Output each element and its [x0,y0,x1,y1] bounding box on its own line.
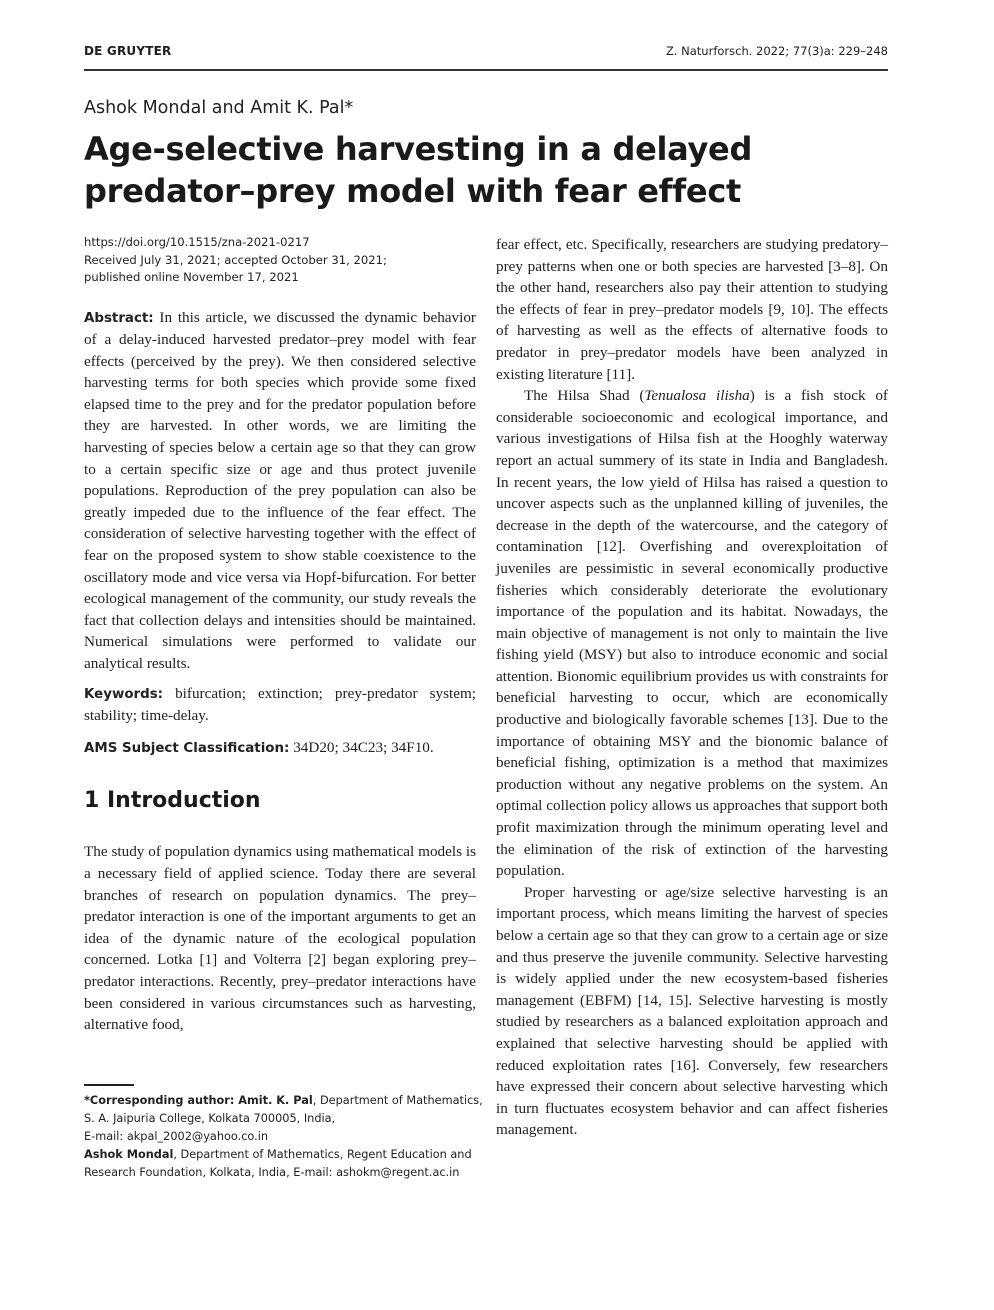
doi-link[interactable]: https://doi.org/10.1515/zna-2021-0217 [84,235,310,249]
publisher-name: DE GRUYTER [84,44,172,58]
published-date: published online November 17, 2021 [84,270,299,284]
abstract-label: Abstract: [84,310,154,326]
section-heading-introduction: 1 Introduction [84,788,261,814]
second-author-affiliation: , Department of Mathematics, Regent Education and Research Foundation, Kolkata, India, E-mail: ashokm@regent.ac.in [84,1148,472,1179]
corresponding-author-email[interactable]: E-mail: akpal_2002@yahoo.co.in [84,1130,269,1143]
species-name: Tenualosa ilisha [644,387,750,405]
article-title: Age-selective harvesting in a delayed predator–prey model with fear effect [84,130,753,210]
paragraph-2-start: The Hilsa Shad ( [524,387,645,405]
ams-classification [84,737,476,760]
keywords-text: bifurcation; extinction; prey-predator system; stability; time-delay. [84,684,477,725]
corresponding-author-label: *Corresponding author: Amit. K. Pal [84,1094,313,1107]
received-date: Received July 31, 2021; accepted October 31, 2021; [84,252,387,267]
intro-paragraph-3: Proper harvesting or age/size selective harvesting is an important process, which means limiting the harvest of species below a certain age so that they can grow to a certain age or size and thus preserve the juvenile community. Selective harvesting is widely applied under the new ecosystem-based fisheries management (EBFM) [14, 15]. Selective harvesting is mostly studied by researchers as a balanced exploitation approach and explained that selective harvesting should be applied with reduced exploitation rates [16]. Conversely, few researchers have expressed their concern about selective harvesting which in turn fluctuates ecosystem behavior and can affect fisheries management. [496,883,888,1139]
paragraph-2-rest: ) is a fish stock of considerable socioeconomic and ecological importance, and various investigations of Hilsa fish at the Hooghly waterway report an actual summery of its state in India and Bangladesh. In recent years, the low yield of Hilsa has raised a question to uncover aspects such as the unplanned killing of juveniles, the decrease in the depth of the watercourse, and the category of contamination [12]. Overfishing and overexploitation of juveniles are pessimistic in several economically productive fisheries which considerably deteriorate the evolutionary importance of the population and its habitat. Nowadays, the main objective of management is not only to maintain the live fishing yield (MSY) but also to introduce economic and social attention. Bionomic equilibrium provides us with constraints for beneficial harvesting to occur, which are economically productive and biologically favorable schemes [13]. Due to the importance of obtaining MSY and the bionomic balance of beneficial fishing, optimization is a method that maximizes production without any negative problems on the system. An optimal collection policy allows us approaches that support both profit maximization through the minimum operating level and the elimination of the risk of extinction of the harvesting population. [496,387,888,880]
intro-paragraph-2 [496,385,888,882]
intro-paragraph-1-left: The study of population dynamics using mathematical models is a necessary field of applied science. Today there are several branches of research on population dynamics. The prey–predator interaction is one of the important arguments to get an idea of the dynamic nature of the ecological population concerned. Lotka [1] and Volterra [2] began exploring prey–predator interactions. Recently, prey–predator interactions have been considered in various circumstances such as harvesting, alternative food, [84,843,476,1034]
ams-label: AMS Subject Classification: [84,740,290,756]
article-metadata [84,234,476,287]
abstract-text: In this article, we discussed the dynamic behavior of a delay-induced harvested predator–prey model with fear effects (perceived by the prey). We then considered selective harvesting terms for both species which provide some fixed elapsed time to the prey and for the predator population before they are harvested. In other words, we are limiting the harvesting of species below a certain age so that they can grow to a certain specific size or age and thus protect juvenile populations. Reproduction of the prey population can also be greatly impeded due to the influence of the fear effect. The consideration of selective harvesting together with the effect of fear on the proposed system to show stable coexistence to the oscillatory mode and vice versa via Hopf-bifurcation. For better ecological management of the community, our study reveals the fact that collection delays and intensities should be maintained. Numerical simulations were performed to validate our analytical results. [84,308,476,672]
footnote-rule [84,1084,134,1086]
right-column [496,234,888,1141]
corresponding-author-affiliation: , Department of Mathematics, S. A. Jaipuria College, Kolkata 700005, India, [84,1094,483,1125]
abstract [84,307,476,675]
intro-paragraph-1-right: fear effect, etc. Specifically, researchers are studying predatory–prey patterns when one or both species are harvested [3–8]. On the other hand, researchers also pay their attention to studying the effects of fear in prey–predator models [9, 10]. The effects of harvesting as well as the effects of alternative foods to predator in prey–predator models have been analyzed in existing literature [11]. [496,236,888,383]
keywords [84,683,476,727]
ams-codes: 34D20; 34C23; 34F10. [293,738,434,756]
journal-citation: Z. Naturforsch. 2022; 77(3)a: 229–248 [665,44,888,58]
article-authors: Ashok Mondal and Amit K. Pal* [84,98,354,118]
running-head [84,44,888,64]
header-rule [84,69,888,71]
keywords-label: Keywords: [84,686,164,702]
second-author-name: Ashok Mondal [84,1148,174,1161]
left-column [84,234,476,1036]
footnote [84,1092,484,1182]
